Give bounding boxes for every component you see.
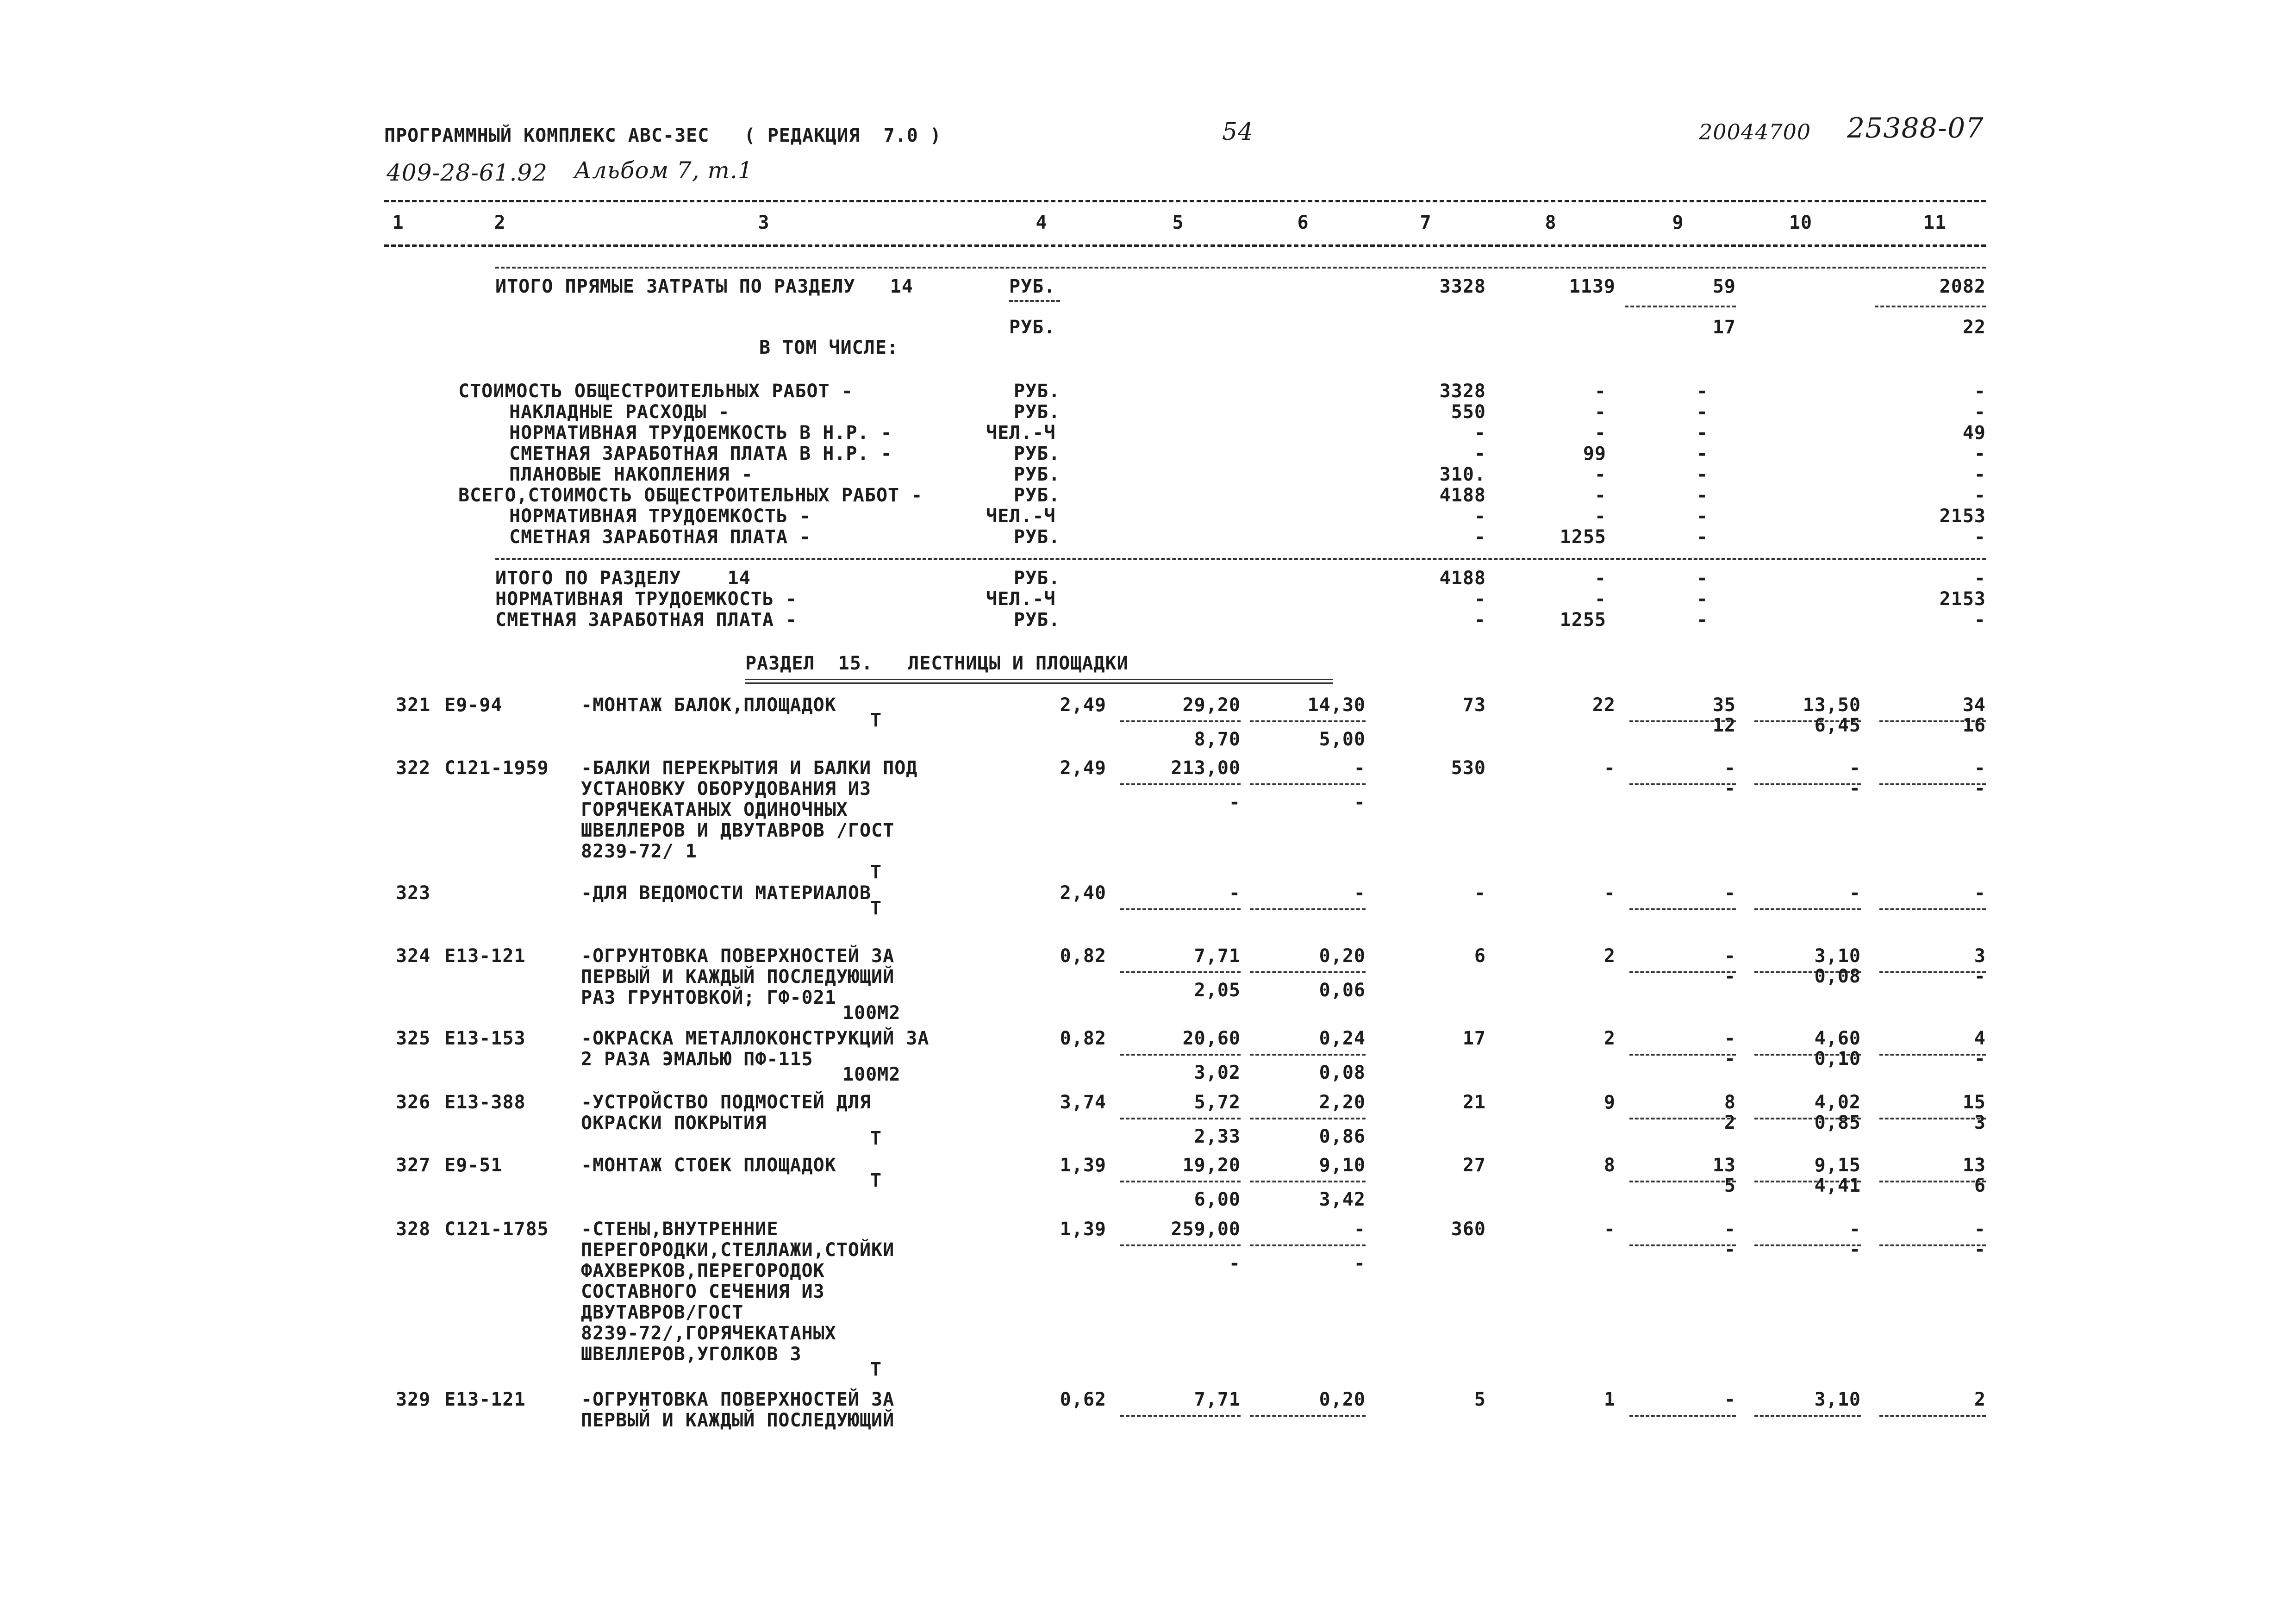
cell: - [1696,381,1708,402]
unit: РУБ. [1009,276,1056,297]
cell: 6 [1474,945,1486,967]
cell: - [1724,882,1736,904]
cell: - [1724,1028,1736,1049]
item-code: Е13-388 [444,1092,526,1113]
rule [1120,971,1241,973]
cell: - [1849,778,1861,799]
cell: 5 [1724,1175,1736,1196]
cell: 21 [1462,1092,1486,1113]
section-rule [495,267,1986,269]
total-label: ИТОГО ПРЯМЫЕ ЗАТРАТЫ ПО РАЗДЕЛУ 14 [495,276,913,297]
cell: - [1974,381,1986,402]
cell: 99 [1583,443,1606,464]
cell: 29,20 [1182,694,1241,716]
cell: - [1974,1048,1986,1069]
rule [1120,1181,1241,1182]
cell: 2 [1724,1112,1736,1133]
rule [1250,1244,1366,1246]
cell: - [1594,464,1606,485]
cell: - [1974,526,1986,548]
cell: 5,72 [1194,1092,1241,1113]
cell: - [1696,526,1708,548]
column-number: 6 [1297,212,1309,233]
cell: - [1229,882,1241,904]
title-underline [745,679,1333,680]
cell: 2,33 [1194,1126,1241,1147]
cell: - [1724,757,1736,779]
cell: 0,08 [1814,966,1861,987]
cell: 530 [1451,757,1486,779]
item-description: -МОНТАЖ СТОЕК ПЛОЩАДОК [581,1155,836,1176]
cell: 5 [1474,1389,1486,1410]
cell: - [1354,1253,1366,1274]
cell: - [1474,443,1486,464]
incl-row-label: ПЛАНОВЫЕ НАКОПЛЕНИЯ - [509,464,753,485]
item-code: Е9-94 [444,694,503,716]
cell: - [1354,792,1366,813]
item-description: ФАХВЕРКОВ,ПЕРЕГОРОДОК [581,1260,825,1282]
item-number: 326 [396,1092,431,1113]
cell: 2,05 [1194,980,1241,1001]
cell: - [1354,757,1366,779]
cell: 213,00 [1171,757,1241,779]
item-description: ПЕРВЫЙ И КАЖДЫЙ ПОСЛЕДУЮЩИЙ [581,966,895,988]
item-unit: Т [870,862,882,883]
cell: - [1594,381,1606,402]
item-description: ГОРЯЧЕКАТАНЫХ ОДИНОЧНЫХ [581,799,848,820]
quantity: 1,39 [1060,1155,1106,1176]
cell: - [1724,1219,1736,1240]
cell: - [1474,882,1486,904]
column-number: 2 [494,212,506,233]
cell: 3,42 [1319,1189,1366,1210]
cell: 0,20 [1319,1389,1366,1410]
cell: - [1603,757,1616,779]
cell: - [1696,588,1708,610]
cell: 9 [1603,1092,1616,1113]
header-rule-top [384,200,1986,202]
cell: 20,60 [1182,1028,1241,1049]
unit: РУБ. [1009,317,1056,338]
cell: 2 [1603,1028,1616,1049]
item-description: СОСТАВНОГО СЕЧЕНИЯ ИЗ [581,1281,825,1302]
incl-row-label: ВСЕГО,СТОИМОСТЬ ОБЩЕСТРОИТЕЛЬНЫХ РАБОТ - [458,485,923,506]
item-unit: Т [870,1359,882,1380]
rule [1009,300,1060,302]
item-number: 327 [396,1155,431,1176]
cell: 3,02 [1194,1062,1241,1083]
item-description: УСТАНОВКУ ОБОРУДОВАНИЯ ИЗ [581,778,872,800]
cell: - [1696,443,1708,464]
incl-row-label: НОРМАТИВНАЯ ТРУДОЕМКОСТЬ - [509,506,811,527]
quantity: 2,49 [1060,757,1106,779]
cell: 4,41 [1814,1175,1861,1196]
cell: 8 [1724,1092,1736,1113]
cell: 0,10 [1814,1048,1861,1069]
cell: 360 [1451,1219,1486,1240]
cell: - [1229,1253,1241,1274]
column-number: 11 [1923,212,1947,233]
cell: - [1474,422,1486,444]
cell: 4,02 [1814,1092,1861,1113]
cell: 4,60 [1814,1028,1861,1049]
item-description: -ОГРУНТОВКА ПОВЕРХНОСТЕЙ ЗА [581,1389,895,1410]
cell: - [1603,1219,1616,1240]
cell: - [1594,588,1606,610]
cell: 14,30 [1307,694,1366,716]
cell: 1139 [1569,276,1616,297]
item-description: -МОНТАЖ БАЛОК,ПЛОЩАДОК [581,694,836,716]
cell: - [1354,1219,1366,1240]
section-total-label: СМЕТНАЯ ЗАРАБОТНАЯ ПЛАТА - [495,609,798,631]
column-number: 3 [758,212,770,233]
unit: РУБ. [1014,485,1061,506]
item-description: -УСТРОЙСТВО ПОДМОСТЕЙ ДЛЯ [581,1092,872,1113]
section-total-label: НОРМАТИВНАЯ ТРУДОЕМКОСТЬ - [495,588,798,610]
rule [1250,908,1366,910]
item-code: Е9-51 [444,1155,503,1176]
cell: 13 [1962,1155,1986,1176]
cell: 15 [1962,1092,1986,1113]
cell: 2 [1974,1389,1986,1410]
rule [1250,1118,1366,1119]
cell: 73 [1462,694,1486,716]
cell: 9,15 [1814,1155,1861,1176]
cell: - [1974,443,1986,464]
unit: ЧЕЛ.-Ч [986,506,1056,527]
incl-row-label: СМЕТНАЯ ЗАРАБОТНАЯ ПЛАТА - [509,526,811,548]
item-description: 8239-72/ 1 [581,841,697,862]
cell: - [1974,485,1986,506]
cell: 1255 [1560,609,1606,631]
cell: - [1724,1389,1736,1410]
cell: - [1974,966,1986,987]
incl-row-label: СТОИМОСТЬ ОБЩЕСТРОИТЕЛЬНЫХ РАБОТ - [458,381,853,402]
item-code: Е13-153 [444,1028,526,1049]
page-number: 54 [1222,118,1254,146]
album-label: Альбом 7, т.1 [574,157,753,184]
cell: - [1594,485,1606,506]
cell: 16 [1962,715,1986,736]
item-unit: 100М2 [842,1064,901,1085]
quantity: 3,74 [1060,1092,1106,1113]
cell: - [1724,1048,1736,1069]
cell: - [1229,792,1241,813]
cell: - [1849,757,1861,779]
cell: 9,10 [1319,1155,1366,1176]
cell: 13 [1712,1155,1736,1176]
unit: ЧЕЛ.-Ч [986,588,1056,610]
cell: 2,20 [1319,1092,1366,1113]
cell: - [1696,609,1708,631]
quantity: 1,39 [1060,1219,1106,1240]
cell: 2153 [1939,506,1986,527]
column-number: 4 [1036,212,1048,233]
item-description: -ДЛЯ ВЕДОМОСТИ МАТЕРИАЛОВ [581,882,872,904]
quantity: 0,62 [1060,1389,1106,1410]
rule [1625,306,1736,307]
column-number: 9 [1672,212,1684,233]
section-total-rule [495,558,1986,560]
cell: 3,10 [1814,1389,1861,1410]
item-number: 329 [396,1389,431,1410]
cell: 1 [1603,1389,1616,1410]
cell: - [1974,609,1986,631]
cell: 0,24 [1319,1028,1366,1049]
cell: 19,20 [1182,1155,1241,1176]
cell: 17 [1712,317,1736,338]
cell: - [1594,568,1606,589]
cell: 27 [1462,1155,1486,1176]
item-description: -СТЕНЫ,ВНУТРЕННИЕ [581,1219,779,1240]
cell: - [1724,966,1736,987]
cell: 3 [1974,1112,1986,1133]
doc-number: 25388-07 [1847,112,1984,144]
cell: - [1724,778,1736,799]
cell: 6,00 [1194,1189,1241,1210]
rule [1629,1415,1736,1417]
cell: - [1724,945,1736,967]
unit: ЧЕЛ.-Ч [986,422,1056,444]
item-description: ШВЕЛЛЕРОВ,УГОЛКОВ 3 [581,1344,802,1365]
unit: РУБ. [1014,464,1061,485]
cell: 6 [1974,1175,1986,1196]
item-description: ПЕРВЫЙ И КАЖДЫЙ ПОСЛЕДУЮЩИЙ [581,1410,895,1431]
unit: РУБ. [1014,526,1061,548]
doc-code: 20044700 [1699,119,1811,144]
cell: 35 [1712,694,1736,716]
unit: РУБ. [1014,568,1061,589]
cell: - [1696,568,1708,589]
cell: 1255 [1560,526,1606,548]
item-number: 328 [396,1219,431,1240]
cell: - [1849,1239,1861,1260]
cell: 8,70 [1194,729,1241,750]
cell: 22 [1592,694,1616,716]
cell: - [1594,506,1606,527]
rule [1754,908,1861,910]
rule [1120,1054,1241,1056]
cell: - [1724,1239,1736,1260]
cell: 3328 [1439,276,1486,297]
cell: 0,85 [1814,1112,1861,1133]
cell: - [1974,568,1986,589]
item-description: 8239-72/,ГОРЯЧЕКАТАНЫХ [581,1323,836,1344]
item-code: С121-1785 [444,1219,549,1240]
cell: - [1696,506,1708,527]
cell: - [1974,1239,1986,1260]
rule [1120,1118,1241,1119]
cell: 0,08 [1319,1062,1366,1083]
cell: 8 [1603,1155,1616,1176]
item-number: 325 [396,1028,431,1049]
item-description: 2 РАЗА ЭМАЛЬЮ ПФ-115 [581,1049,813,1070]
rule [1875,306,1986,307]
cell: 0,20 [1319,945,1366,967]
item-description: ДВУТАВРОВ/ГОСТ [581,1302,744,1323]
incl-row-label: НАКЛАДНЫЕ РАСХОДЫ - [509,401,730,423]
quantity: 2,49 [1060,694,1106,716]
item-description: -ОГРУНТОВКА ПОВЕРХНОСТЕЙ ЗА [581,945,895,967]
cell: - [1696,485,1708,506]
cell: - [1974,401,1986,423]
item-number: 323 [396,882,431,904]
incl-label: В ТОМ ЧИСЛЕ: [759,337,898,358]
cell: - [1474,588,1486,610]
rule [1250,720,1366,722]
cell: 59 [1712,276,1736,297]
cell: 22 [1962,317,1986,338]
incl-row-label: НОРМАТИВНАЯ ТРУДОЕМКОСТЬ В Н.Р. - [509,422,892,444]
cell: 2153 [1939,588,1986,610]
item-description: ОКРАСКИ ПОКРЫТИЯ [581,1113,767,1134]
program-title: ПРОГРАММНЫЙ КОМПЛЕКС АВС-3ЕС ( РЕДАКЦИЯ 7.0 ) [384,125,942,146]
cell: - [1474,609,1486,631]
item-description: ШВЕЛЛЕРОВ И ДВУТАВРОВ /ГОСТ [581,820,895,841]
item-number: 321 [396,694,431,716]
cell: 13,50 [1803,694,1861,716]
cell: - [1474,526,1486,548]
cell: - [1974,1219,1986,1240]
cell: 6,45 [1814,715,1861,736]
quantity: 0,82 [1060,945,1106,967]
item-description: РАЗ ГРУНТОВКОЙ; ГФ-021 [581,987,836,1008]
column-number: 8 [1545,212,1557,233]
item-description: -ОКРАСКА МЕТАЛЛОКОНСТРУКЦИЙ ЗА [581,1028,930,1049]
unit: РУБ. [1014,609,1061,631]
unit: РУБ. [1014,443,1061,464]
rule [1250,783,1366,785]
column-number: 10 [1789,212,1813,233]
section-title: РАЗДЕЛ 15. ЛЕСТНИЦЫ И ПЛОЩАДКИ [745,653,1129,674]
unit: РУБ. [1014,401,1061,423]
cell: - [1696,464,1708,485]
item-description: ПЕРЕГОРОДКИ,СТЕЛЛАЖИ,СТОЙКИ [581,1239,895,1261]
cell: - [1974,464,1986,485]
column-number: 1 [392,212,404,233]
project-number: 409-28-61.92 [387,159,548,186]
column-number: 5 [1172,212,1184,233]
cell: 4188 [1439,485,1486,506]
item-number: 322 [396,757,431,779]
cell: - [1474,506,1486,527]
cell: 3,10 [1814,945,1861,967]
section-total-label: ИТОГО ПО РАЗДЕЛУ 14 [495,568,751,589]
cell: 34 [1962,694,1986,716]
cell: - [1603,882,1616,904]
rule [1879,1415,1986,1417]
rule [1754,1415,1861,1417]
cell: 17 [1462,1028,1486,1049]
cell: 12 [1712,715,1736,736]
item-unit: Т [870,1128,882,1149]
rule [1250,1054,1366,1056]
column-number: 7 [1420,212,1432,233]
cell: 7,71 [1194,1389,1241,1410]
cell: - [1849,882,1861,904]
cell: - [1974,882,1986,904]
cell: 259,00 [1171,1219,1241,1240]
cell: 4 [1974,1028,1986,1049]
incl-row-label: СМЕТНАЯ ЗАРАБОТНАЯ ПЛАТА В Н.Р. - [509,443,892,464]
rule [1629,908,1736,910]
cell: 550 [1451,401,1486,423]
rule [1120,1415,1241,1417]
cell: 3328 [1439,381,1486,402]
cell: - [1696,401,1708,423]
item-unit: 100М2 [842,1002,901,1024]
cell: - [1594,401,1606,423]
cell: - [1594,422,1606,444]
cell: 3 [1974,945,1986,967]
cell: 7,71 [1194,945,1241,967]
rule [1250,971,1366,973]
cell: 2082 [1939,276,1986,297]
cell: - [1354,882,1366,904]
item-code: С121-1959 [444,757,549,779]
quantity: 2,40 [1060,882,1106,904]
item-unit: Т [870,710,882,731]
cell: - [1974,778,1986,799]
rule [1250,1181,1366,1182]
cell: 49 [1962,422,1986,444]
item-description: -БАЛКИ ПЕРЕКРЫТИЯ И БАЛКИ ПОД [581,757,918,779]
rule [1879,908,1986,910]
cell: - [1974,757,1986,779]
cell: 0,06 [1319,980,1366,1001]
title-underline [745,682,1333,684]
cell: - [1849,1219,1861,1240]
item-code: Е13-121 [444,945,526,967]
cell: 5,00 [1319,729,1366,750]
item-unit: Т [870,1170,882,1191]
cell: 4188 [1439,568,1486,589]
unit: РУБ. [1014,381,1061,402]
item-code: Е13-121 [444,1389,526,1410]
rule [1120,908,1241,910]
rule [1120,783,1241,785]
cell: - [1696,422,1708,444]
cell: 310. [1439,464,1486,485]
quantity: 0,82 [1060,1028,1106,1049]
rule [1120,1244,1241,1246]
cell: 2 [1603,945,1616,967]
item-number: 324 [396,945,431,967]
cell: 0,86 [1319,1126,1366,1147]
rule [1250,1415,1366,1417]
rule [1120,720,1241,722]
header-rule-bottom [384,244,1986,247]
item-unit: Т [870,898,882,919]
